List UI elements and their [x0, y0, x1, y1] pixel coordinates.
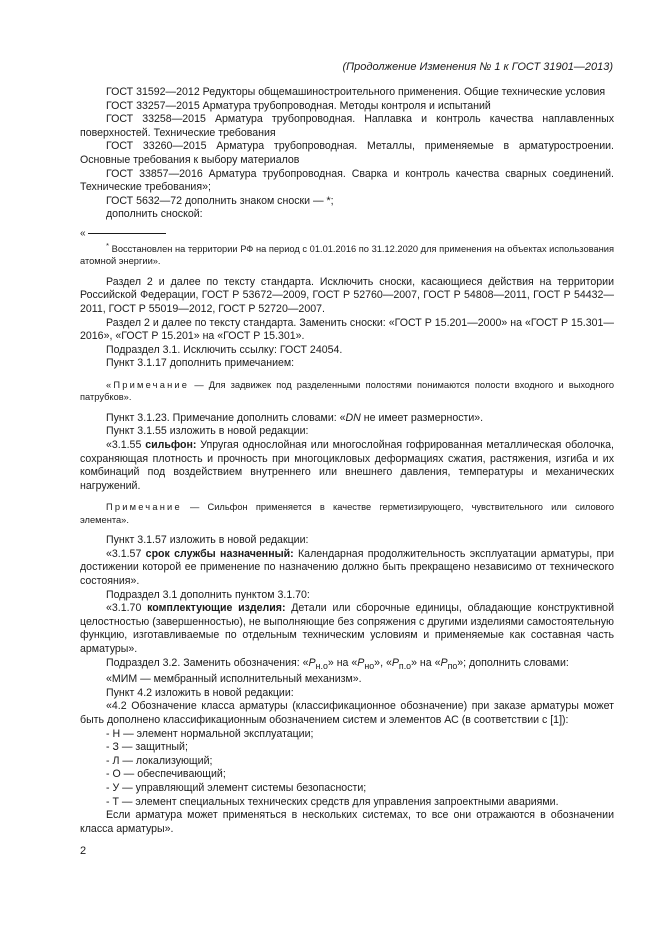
note-paragraph: [80, 379, 614, 404]
paragraph: «4.2 Обозначение класса арматуры (классификационное обозначение) при заказе арматуры может быть дополнено классификационным обозначением систем и элементов АС (в соответствии с [1]):: [80, 700, 614, 727]
paragraph: ГОСТ 33260—2015 Арматура трубопроводная. Металлы, применяемые в арматуростроении. Основные требования к выбору материалов: [80, 140, 614, 166]
symbol-subscript: но: [364, 660, 375, 671]
body-text: [80, 86, 614, 836]
footnote-rule: [80, 228, 614, 240]
classification-list: [80, 728, 614, 810]
symbol: P: [357, 656, 365, 669]
list-item: - О — обеспечивающий;: [106, 768, 226, 781]
footnote-body: Восстановлен на территории РФ на период с 01.01.2016 по 31.12.2020 для применения на объектах использования атомной энергии».: [80, 244, 614, 267]
text-run: », «: [374, 656, 392, 669]
symbol: P: [308, 656, 316, 669]
definition-paragraph: [80, 602, 614, 656]
note-label: Примечание: [106, 502, 182, 513]
list-item: - Л — локализующий;: [106, 754, 213, 767]
symbol: P: [440, 656, 448, 669]
paragraph: ГОСТ 33857—2016 Арматура трубопроводная. Сварка и контроль качества сварных соединений. Технические требования»;: [80, 167, 614, 194]
symbol-subscript: п.о: [398, 660, 412, 671]
list-item: - Т — элемент специальных технических средств для управления запроектными авариями.: [106, 795, 559, 808]
symbol-subscript: н.о: [315, 660, 328, 671]
list-item: - Н — элемент нормальной эксплуатации;: [106, 727, 314, 740]
list-item: - З — защитный;: [106, 741, 188, 754]
definition-paragraph: [80, 439, 614, 493]
paragraph: ГОСТ 33258—2015 Арматура трубопроводная. Наплавка и контроль качества наплавленных поверхностей. Технические требования: [80, 113, 614, 139]
paragraph: [80, 412, 614, 426]
clause-number: «3.1.57: [106, 547, 146, 560]
text-run: » на «: [327, 656, 358, 669]
note-text: — Для задвижек под разделенными полостями понимаются полости входного и выходного патрубков».: [80, 380, 614, 403]
defined-term: срок службы назначенный:: [145, 547, 294, 560]
definition-text: Упругая однослойная или многослойная гофрированная металлическая оболочка, сохраняющая плотность и прочность при многоцикловых деформациях сжатия, растяжения, изгиба и их комбинаций под воздействием внутреннего или внешнего давления, температуры и механических нагружений.: [80, 439, 614, 492]
defined-term: комплектующие изделия:: [147, 602, 286, 615]
text-run: Пункт 3.1.23. Примечание дополнить словами: «: [106, 411, 346, 424]
paragraph: Раздел 2 и далее по тексту стандарта. Исключить сноски, касающиеся действия на территории Российской Федерации, ГОСТ Р 53672—2009, ГОСТ Р 52760—2007, ГОСТ Р 54808—2011, ГОСТ Р 54432—2011, ГОСТ Р 55019—2012, ГОСТ Р 52720—2007.: [80, 275, 614, 316]
text-run: не имеет размерности».: [360, 411, 484, 424]
paragraph: Пункт 3.1.57 изложить в новой редакции:: [106, 534, 309, 547]
text-run: »; дополнить словами:: [457, 656, 569, 669]
symbol-subscript: по: [447, 660, 458, 671]
note-text: — Сильфон применяется в качестве герметизирующего, чувствительного или силового элемента».: [80, 502, 614, 525]
paragraph: Если арматура может применяться в нескольких системах, то все они отражаются в обозначении класса арматуры».: [80, 809, 614, 835]
footnote-open-quote: «: [80, 227, 86, 239]
paragraph: Пункт 3.1.55 изложить в новой редакции:: [106, 425, 309, 438]
paragraph: Пункт 4.2 изложить в новой редакции:: [106, 686, 294, 699]
paragraph-symbols: [80, 657, 614, 674]
paragraph: дополнить сноской:: [106, 208, 203, 221]
definition-paragraph: [80, 548, 614, 589]
definition-text: Детали или сборочные единицы, обладающие конструктивной целостностью (завершенностью), не выполняющие без сопряжения с другими изделиями самостоятельную функцию, изготавливаемые по отдельным техническим условиям и применяемые как составная часть арматуры».: [80, 602, 614, 655]
paragraph: ГОСТ 5632—72 дополнить знаком сноски — *;: [106, 194, 334, 207]
clause-number: «3.1.70: [106, 602, 148, 615]
clause-number: «3.1.55: [106, 439, 146, 451]
paragraph: «МИМ — мембранный исполнительный механизм».: [106, 673, 362, 686]
dn-symbol: DN: [345, 411, 361, 424]
list-item: - У — управляющий элемент системы безопасности;: [106, 781, 367, 794]
paragraph: Подраздел 3.1. Исключить ссылку: ГОСТ 24054.: [106, 343, 343, 356]
paragraph: Пункт 3.1.17 дополнить примечанием:: [106, 357, 295, 370]
note-label: «Примечание: [106, 380, 190, 390]
page-number: 2: [80, 845, 87, 857]
footnote-text: [80, 240, 614, 268]
text-run: » на «: [411, 656, 441, 669]
footnote-block: [80, 228, 614, 268]
paragraph: Раздел 2 и далее по тексту стандарта. Заменить сноски: «ГОСТ Р 15.201—2000» на «ГОСТ Р 15.301—2016», «ГОСТ Р 15.201» на «ГОСТ Р 15.301».: [80, 316, 614, 343]
paragraph: Подраздел 3.1 дополнить пунктом 3.1.70:: [106, 588, 310, 601]
note-paragraph: [80, 501, 614, 526]
symbol: P: [391, 656, 399, 669]
footnote-line: [88, 233, 166, 234]
paragraph: ГОСТ 33257—2015 Арматура трубопроводная. Методы контроля и испытаний: [106, 99, 491, 112]
running-header: (Продолжение Изменения № 1 к ГОСТ 31901—2013): [342, 61, 613, 73]
defined-term: сильфон:: [145, 439, 197, 451]
text-run: Подраздел 3.2. Заменить обозначения: «: [106, 656, 309, 669]
footnote-mark: *: [106, 240, 110, 250]
paragraph: ГОСТ 31592—2012 Редукторы общемашиностроительного применения. Общие технические условия: [106, 86, 606, 98]
definition-text: Календарная продолжительность эксплуатации арматуры, при достижении которой ее применение по назначению должно быть прекращено независимо от технического состояния».: [80, 547, 614, 587]
